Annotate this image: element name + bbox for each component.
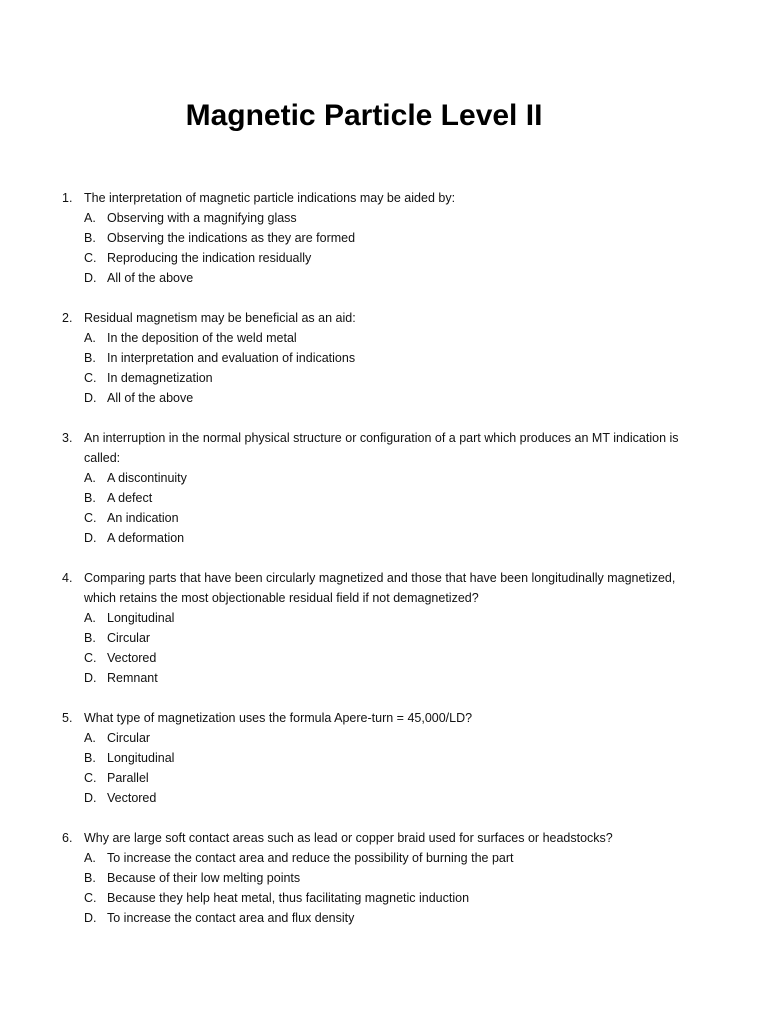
question-text: Comparing parts that have been circularly magnetized and those that have been longitudinally magnetized, which retains the most objectionable residual field if not demagnetized? <box>84 571 676 605</box>
question-text: Why are large soft contact areas such as lead or copper braid used for surfaces or headstocks? <box>84 831 613 845</box>
question-text: An interruption in the normal physical structure or configuration of a part which produces an MT indication is called: <box>84 431 679 465</box>
option-list <box>84 468 702 548</box>
option-item <box>84 268 702 288</box>
question-text: What type of magnetization uses the formula Apere-turn = 45,000/LD? <box>84 711 473 725</box>
option-letter: D. <box>84 531 97 545</box>
option-text: Because of their low melting points <box>107 871 301 885</box>
page-title: Magnetic Particle Level II <box>185 99 543 132</box>
option-list <box>84 728 702 808</box>
option-letter: A. <box>84 851 96 865</box>
question-stem <box>62 428 702 468</box>
question-number: 4. <box>62 571 73 585</box>
option-letter: D. <box>84 791 97 805</box>
option-letter: B. <box>84 351 96 365</box>
question-stem <box>62 828 702 848</box>
option-text: In interpretation and evaluation of indications <box>107 351 356 365</box>
option-letter: D. <box>84 271 97 285</box>
question-text: Residual magnetism may be beneficial as an aid: <box>84 311 356 325</box>
option-item <box>84 768 702 788</box>
option-item <box>84 628 702 648</box>
option-list <box>84 608 702 688</box>
question-item <box>62 568 702 688</box>
option-text: Vectored <box>107 791 157 805</box>
option-text: Because they help heat metal, thus facilitating magnetic induction <box>107 891 470 905</box>
option-text: Longitudinal <box>107 751 175 765</box>
option-item <box>84 508 702 528</box>
question-stem <box>62 308 702 328</box>
option-item <box>84 248 702 268</box>
question-stem <box>62 708 702 728</box>
option-letter: D. <box>84 671 97 685</box>
question-item <box>62 308 702 408</box>
option-letter: B. <box>84 631 96 645</box>
option-item <box>84 848 702 868</box>
question-stem <box>62 568 702 608</box>
option-item <box>84 388 702 408</box>
option-text: Circular <box>107 631 151 645</box>
option-item <box>84 788 702 808</box>
question-text: The interpretation of magnetic particle indications may be aided by: <box>84 191 456 205</box>
option-item <box>84 608 702 628</box>
option-text: Reproducing the indication residually <box>107 251 312 265</box>
option-list <box>84 328 702 408</box>
option-text: To increase the contact area and flux density <box>107 911 355 925</box>
option-text: Circular <box>107 731 151 745</box>
option-text: A discontinuity <box>107 471 187 485</box>
option-item <box>84 728 702 748</box>
option-letter: A. <box>84 731 96 745</box>
option-item <box>84 368 702 388</box>
option-letter: B. <box>84 751 96 765</box>
question-item <box>62 188 702 288</box>
question-list <box>62 188 702 948</box>
option-text: A deformation <box>107 531 185 545</box>
option-item <box>84 468 702 488</box>
option-item <box>84 888 702 908</box>
option-letter: D. <box>84 391 97 405</box>
question-item <box>62 828 702 928</box>
option-text: In the deposition of the weld metal <box>107 331 297 345</box>
question-number: 5. <box>62 711 73 725</box>
question-number: 2. <box>62 311 73 325</box>
option-text: Longitudinal <box>107 611 175 625</box>
option-letter: A. <box>84 471 96 485</box>
option-letter: C. <box>84 511 97 525</box>
option-text: All of the above <box>107 391 194 405</box>
question-number: 3. <box>62 431 73 445</box>
question-item <box>62 428 702 548</box>
option-list <box>84 848 702 928</box>
option-text: Observing with a magnifying glass <box>107 211 297 225</box>
option-item <box>84 488 702 508</box>
option-text: To increase the contact area and reduce the possibility of burning the part <box>107 851 514 865</box>
option-letter: A. <box>84 331 96 345</box>
option-item <box>84 908 702 928</box>
option-item <box>84 348 702 368</box>
option-letter: A. <box>84 611 96 625</box>
option-item <box>84 868 702 888</box>
option-text: A defect <box>107 491 153 505</box>
option-item <box>84 668 702 688</box>
option-letter: C. <box>84 371 97 385</box>
option-item <box>84 208 702 228</box>
option-letter: C. <box>84 251 97 265</box>
option-list <box>84 208 702 288</box>
question-number: 6. <box>62 831 73 845</box>
option-item <box>84 748 702 768</box>
question-item <box>62 708 702 808</box>
option-letter: C. <box>84 891 97 905</box>
option-text: Parallel <box>107 771 149 785</box>
option-item <box>84 228 702 248</box>
question-stem <box>62 188 702 208</box>
option-text: All of the above <box>107 271 194 285</box>
option-text: In demagnetization <box>107 371 213 385</box>
option-item <box>84 528 702 548</box>
option-text: Observing the indications as they are formed <box>107 231 356 245</box>
option-letter: C. <box>84 651 97 665</box>
option-text: An indication <box>107 511 179 525</box>
option-letter: B. <box>84 871 96 885</box>
option-item <box>84 328 702 348</box>
option-letter: B. <box>84 491 96 505</box>
option-letter: C. <box>84 771 97 785</box>
option-item <box>84 648 702 668</box>
option-text: Vectored <box>107 651 157 665</box>
question-number: 1. <box>62 191 73 205</box>
option-letter: B. <box>84 231 96 245</box>
option-letter: D. <box>84 911 97 925</box>
option-text: Remnant <box>107 671 158 685</box>
option-letter: A. <box>84 211 96 225</box>
